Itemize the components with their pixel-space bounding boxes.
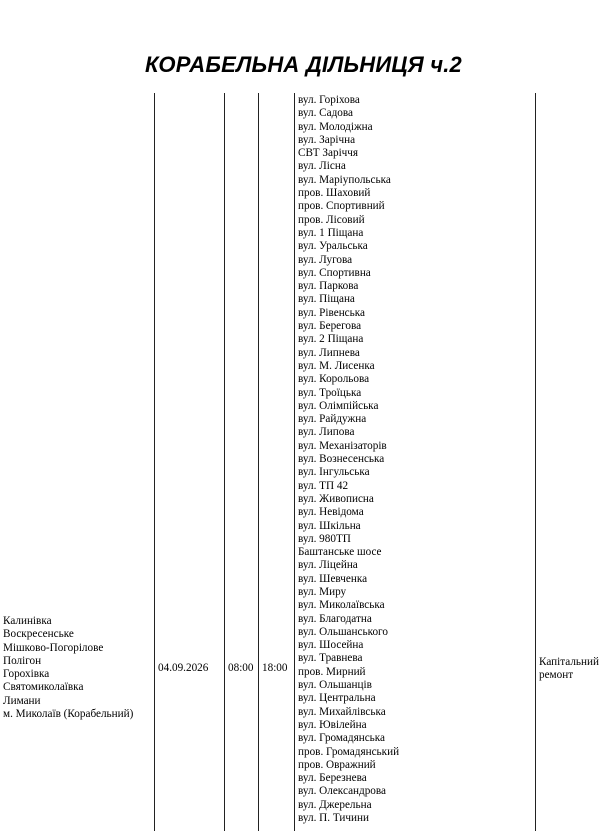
street-name: вул. Ольшанського [298, 625, 388, 638]
settlement-name: Святомиколаївка [3, 681, 84, 694]
street-name: вул. Шосейна [298, 639, 364, 652]
street-name: вул. Корольова [298, 373, 370, 386]
street-name: вул. Шкільна [298, 519, 361, 532]
settlement-name: м. Миколаїв (Корабельний) [3, 708, 134, 721]
street-name: вул. 2 Піщана [298, 333, 364, 346]
street-name: вул. Райдужна [298, 413, 367, 426]
street-name: пров. Лісовий [298, 213, 365, 226]
page-title: КОРАБЕЛЬНА ДІЛЬНИЦЯ ч.2 [145, 52, 462, 77]
street-name: вул. Ювілейна [298, 718, 367, 731]
street-name: вул. Молодіжна [298, 120, 373, 133]
streets-cell [298, 94, 399, 825]
settlement-name: Лимани [3, 694, 41, 707]
street-name: вул. Садова [298, 107, 353, 120]
street-name: вул. ТП 42 [298, 479, 349, 492]
street-name: вул. Березнева [298, 772, 367, 785]
street-name: вул. Центральна [298, 692, 376, 705]
settlement-name: Воскресенське [3, 628, 74, 641]
street-name: вул. Лісна [298, 160, 346, 173]
street-name: вул. Шевченка [298, 572, 368, 585]
street-name: СВТ Заріччя [298, 147, 359, 160]
street-name: вул. Паркова [298, 280, 359, 293]
reason-text: ремонт [539, 669, 574, 682]
street-name: вул. Ліцейна [298, 559, 358, 572]
street-name: вул. П. Тичини [298, 812, 369, 825]
end-time-cell: 18:00 [262, 662, 288, 674]
street-name: Баштанське шосе [298, 546, 382, 559]
street-name: вул. Маріупольська [298, 173, 391, 186]
street-name: вул. Громадянська [298, 732, 386, 745]
street-name: вул. Вознесенська [298, 453, 385, 466]
column-divider [224, 93, 225, 831]
street-name: вул. Живописна [298, 492, 374, 505]
street-name: вул. Рівенська [298, 306, 365, 319]
street-name: вул. Олімпійська [298, 399, 379, 412]
settlement-name: Мішково-Погорілове [3, 641, 104, 654]
street-name: вул. Миколаївська [298, 599, 385, 612]
street-name: вул. Невідома [298, 506, 364, 519]
reason-text: Капітальний [539, 656, 599, 668]
street-name: пров. Спортивний [298, 200, 385, 213]
street-name: вул. Джерельна [298, 798, 372, 811]
column-divider [535, 93, 536, 831]
street-name: вул. Травнева [298, 652, 363, 665]
street-name: вул. Лугова [298, 253, 353, 266]
street-name: вул. Ольшанців [298, 679, 372, 692]
street-name: пров. Шаховий [298, 187, 371, 200]
street-name: пров. Мирний [298, 665, 366, 678]
street-name: вул. 980ТП [298, 532, 351, 545]
settlement-name: Полігон [3, 654, 42, 667]
column-divider [258, 93, 259, 831]
street-name: вул. Інгульська [298, 466, 370, 479]
street-name: вул. Троїцька [298, 386, 362, 399]
street-name: вул. Михайлівська [298, 705, 386, 718]
street-name: вул. М. Лисенка [298, 359, 375, 372]
street-name: вул. Піщана [298, 293, 355, 306]
street-name: вул. Олександрова [298, 785, 386, 798]
street-name: вул. Уральська [298, 240, 368, 253]
street-name: вул. Липнева [298, 346, 360, 359]
street-name: вул. Спортивна [298, 266, 371, 279]
street-name: пров. Громадянський [298, 745, 400, 758]
settlements-cell [3, 615, 133, 721]
column-divider [294, 93, 295, 831]
settlement-name: Горохівка [3, 668, 50, 681]
reason-cell [539, 656, 607, 683]
street-name: вул. Зарічна [298, 133, 356, 146]
street-name: вул. 1 Піщана [298, 226, 364, 239]
settlement-name: Калинівка [3, 615, 52, 627]
start-time-cell: 08:00 [228, 662, 254, 674]
street-name: пров. Овражний [298, 758, 376, 771]
street-name: вул. Горіхова [298, 94, 360, 106]
column-divider [154, 93, 155, 831]
street-name: вул. Берегова [298, 320, 362, 333]
street-name: вул. Миру [298, 585, 347, 598]
date-cell: 04.09.2026 [158, 662, 209, 674]
street-name: вул. Липова [298, 426, 355, 439]
street-name: вул. Благодатна [298, 612, 372, 625]
street-name: вул. Механізаторів [298, 439, 387, 452]
